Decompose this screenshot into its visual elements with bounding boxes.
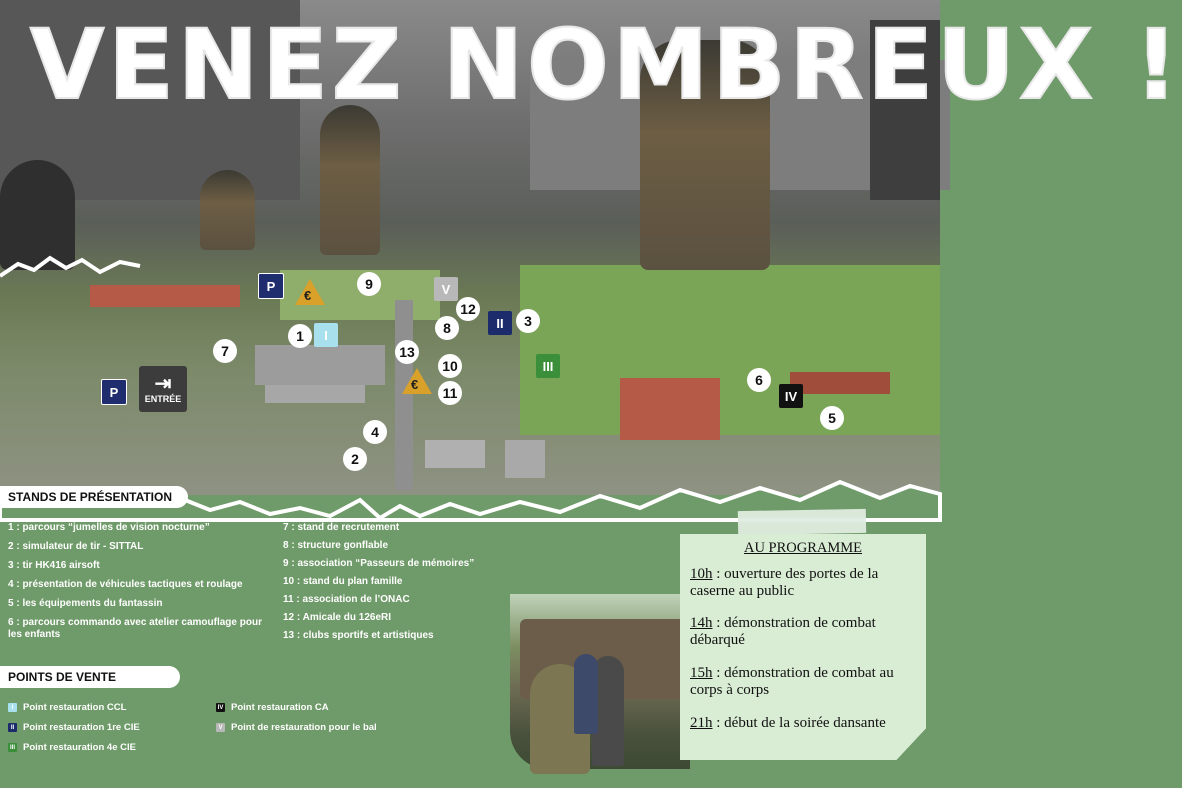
marker-8: 8 [435, 316, 459, 340]
badge-I: I [8, 703, 17, 712]
tape-strip [738, 509, 866, 535]
marker-7: 7 [213, 339, 237, 363]
stand-item: 1 : parcours “jumelles de vision nocturne” [8, 522, 210, 533]
soldier-figure [200, 170, 255, 250]
marker-III: III [536, 354, 560, 378]
programme-item [690, 566, 915, 600]
programme-text: : démonstration de combat au corps à corps [690, 665, 894, 698]
vente-item [8, 702, 208, 713]
vente-label: Point restauration CA [231, 702, 329, 713]
marker-10: 10 [438, 354, 462, 378]
stand-item: 4 : présentation de véhicules tactiques et roulage [8, 579, 243, 590]
programme-item [690, 615, 915, 649]
badge-V: V [216, 723, 225, 732]
vente-label: Point restauration 4e CIE [23, 742, 136, 753]
stands-list-left [8, 522, 263, 648]
programme-heading: AU PROGRAMME [743, 540, 863, 556]
vente-list-right [216, 702, 446, 742]
programme-text: : démonstration de combat débarqué [690, 615, 876, 648]
programme-text: : ouverture des portes de la caserne au public [690, 566, 879, 599]
person-figure [574, 654, 598, 734]
payment-marker [402, 368, 432, 394]
programme-item [690, 715, 915, 732]
marker-II: II [488, 311, 512, 335]
vente-heading: POINTS DE VENTE [0, 666, 180, 688]
euro-symbol: € [304, 288, 312, 303]
programme-time: 10h [690, 566, 713, 582]
programme-text: : début de la soirée dansante [712, 715, 886, 731]
entrance-label: ENTRÉE [144, 394, 182, 404]
stand-item: 3 : tir HK416 airsoft [8, 560, 100, 571]
door-enter-icon: ⇥ [154, 373, 172, 395]
stand-item: 7 : stand de recrutement [283, 522, 400, 533]
vente-item [216, 702, 446, 713]
stand-item: 11 : association de l’ONAC [283, 594, 410, 605]
marker-1: 1 [288, 324, 312, 348]
parade-ground [255, 345, 385, 385]
stand-item: 9 : association “Passeurs de mémoires” [283, 558, 475, 569]
soldiers-photo [510, 594, 690, 769]
marker-13: 13 [395, 340, 419, 364]
vente-label: Point de restauration pour le bal [231, 722, 377, 733]
stand-item: 8 : structure gonflable [283, 540, 389, 551]
building-roof [620, 378, 720, 440]
soldier-figure [320, 105, 380, 255]
programme-time: 14h [690, 615, 713, 631]
marker-IV: IV [779, 384, 803, 408]
marker-4: 4 [363, 420, 387, 444]
stand-item: 12 : Amicale du 126eRI [283, 612, 392, 623]
building [790, 372, 890, 394]
vente-item [8, 742, 208, 753]
marker-2: 2 [343, 447, 367, 471]
badge-II: II [8, 723, 17, 732]
field [520, 265, 940, 435]
programme-item [690, 665, 915, 699]
torn-edge-left [0, 252, 140, 282]
stand-item: 6 : parcours commando avec atelier camouflage pour les enfants [8, 617, 262, 640]
payment-marker [295, 279, 325, 305]
vente-label: Point restauration 1re CIE [23, 722, 140, 733]
marker-3: 3 [516, 309, 540, 333]
parking-marker: P [258, 273, 284, 299]
programme-time: 15h [690, 665, 713, 681]
parking-marker: P [101, 379, 127, 405]
marker-6: 6 [747, 368, 771, 392]
marker-V: V [434, 277, 458, 301]
building [265, 385, 365, 403]
vente-list-left [8, 702, 208, 762]
programme-time: 21h [690, 715, 713, 731]
stand-item: 2 : simulateur de tir - SITTAL [8, 541, 144, 552]
stand-item: 13 : clubs sportifs et artistiques [283, 630, 434, 641]
vente-item [8, 722, 208, 733]
euro-symbol: € [411, 377, 419, 392]
vente-item [216, 722, 446, 733]
entrance-marker [139, 366, 187, 412]
marker-12: 12 [456, 297, 480, 321]
marker-9: 9 [357, 272, 381, 296]
stand-item: 5 : les équipements du fantassin [8, 598, 163, 609]
marker-5: 5 [820, 406, 844, 430]
poster-title: VENEZ NOMBREUX ! [30, 9, 1182, 121]
marker-I: I [314, 323, 338, 347]
marker-11: 11 [438, 381, 462, 405]
badge-III: III [9, 744, 15, 751]
badge-IV: IV [217, 704, 224, 711]
building-roof [90, 285, 240, 307]
stands-list-right [283, 522, 513, 648]
stands-heading: STANDS DE PRÉSENTATION [0, 486, 188, 508]
stand-item: 10 : stand du plan famille [283, 576, 403, 587]
vente-label: Point restauration CCL [23, 702, 127, 713]
